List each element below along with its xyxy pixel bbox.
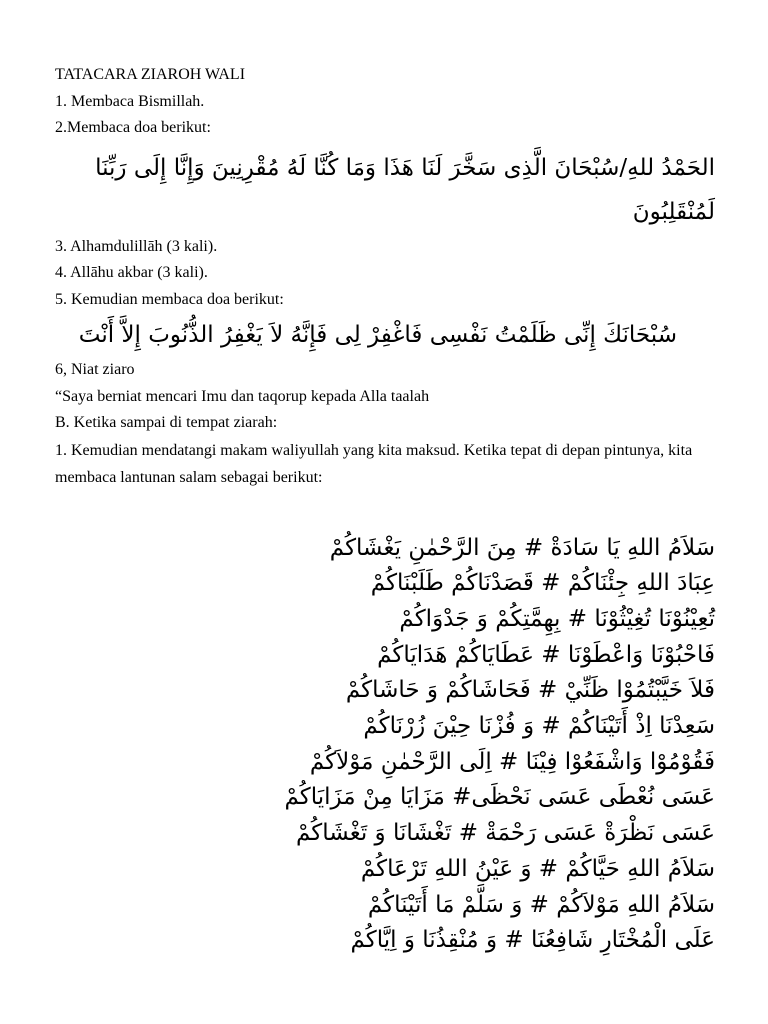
step-1: 1. Membaca Bismillah. (55, 92, 205, 110)
doa-2-arabic: سُبْحَانَكَ إِنِّى ظَلَمْتُ نَفْسِى فَاغْفِرْ لِى فَإِنَّهُ لاَ يَغْفِرُ الذُّنُوبَ إِلاَّ أَنْتَ (78, 322, 677, 348)
step-6: 6, Niat ziaro (55, 361, 135, 378)
doa-1-arabic: الحَمْدُ للهِ/سُبْحَانَ الَّذِى سَخَّرَ لَنَا هَذَا وَمَا كُنَّا لَهُ مُقْرِنِينَ وَإِنَّا إِلَى رَبِّنَا لَمُنْقَلِبُونَ (95, 154, 715, 225)
poem-line: سَلاَمُ اللهِ يَا سَادَةْ # مِنَ الرَّحْمٰنِ يَغْشَاكُمْ (329, 534, 715, 561)
poem-line: عَسَى نُعْطَى عَسَى نَحْظَى# مَزَايَا مِنْ مَزَايَاكُمْ (284, 784, 715, 811)
section-b-heading: B. Ketika sampai di tempat ziarah: (55, 414, 278, 431)
step-2: 2.Membaca doa berikut: (55, 119, 211, 136)
poem-line: عِبَادَ اللهِ جِئْنَاكُمْ # قَصَدْنَاكُمْ طَلَبْنَاكُمْ (370, 570, 715, 597)
poem-line: سَعِدْنَا اِذْ أَتَيْنَاكُمْ # وَ فُزْنَا حِيْنَ زُرْنَاكُمْ (363, 713, 715, 740)
section-b-step-1: 1. Kemudian mendatangi makam waliyullah yang kita maksud. Ketika tepat di depan pintunya, kita membaca lantunan salam sebagai berikut: (55, 441, 693, 486)
poem-line: تُعِيْنُوْنَا تُغِيْثُوْنَا # بِهِمَّتِكُمْ وَ جَدْوَاكُمْ (399, 605, 715, 632)
niat-text: “Saya berniat mencari Imu dan taqorup kepada Alla taalah (55, 387, 430, 405)
spacer (55, 491, 715, 531)
poem-line: عَسَى نَظْرَةْ عَسَى رَحْمَةْ # تَغْشَانَا وَ تَغْشَاكُمْ (295, 820, 715, 847)
poem-line: سَلاَمُ اللهِ حَيَّاكُمْ # وَ عَيْنُ اللهِ تَرْعَاكُمْ (360, 855, 715, 882)
step-3: 3. Alhamdulillāh (3 kali). (55, 237, 218, 255)
step-5: 5. Kemudian membaca doa berikut: (55, 290, 284, 308)
poem-line: سَلاَمُ اللهِ مَوْلاَكُمْ # وَ سَلَّمْ مَا أَتَيْنَاكُمْ (367, 891, 715, 918)
document-title: TATACARA ZIAROH WALI (55, 66, 246, 83)
document-page (55, 62, 715, 959)
poem-line: فَلاَ خَيَّبْتُمُوْا ظَنِّيْ # فَحَاشَاكُمْ وَ حَاشَاكُمْ (345, 677, 715, 704)
poem-line: فَاحْبُوْنَا وَاعْطَوْنَا # عَطَايَاكُمْ هَدَايَاكُمْ (377, 641, 715, 668)
salam-poem (55, 531, 715, 959)
step-4: 4. Allāhu akbar (3 kali). (55, 264, 208, 281)
poem-line: فَقُوْمُوْا وَاشْفَعُوْا فِيْنَا # اِلَى الرَّحْمٰنِ مَوْلاَكُمْ (309, 748, 715, 775)
poem-line: عَلَى الْمُخْتَارِ شَافِعُنَا # وَ مُنْقِذُنَا وَ اِيَّاكُمْ (350, 927, 715, 954)
